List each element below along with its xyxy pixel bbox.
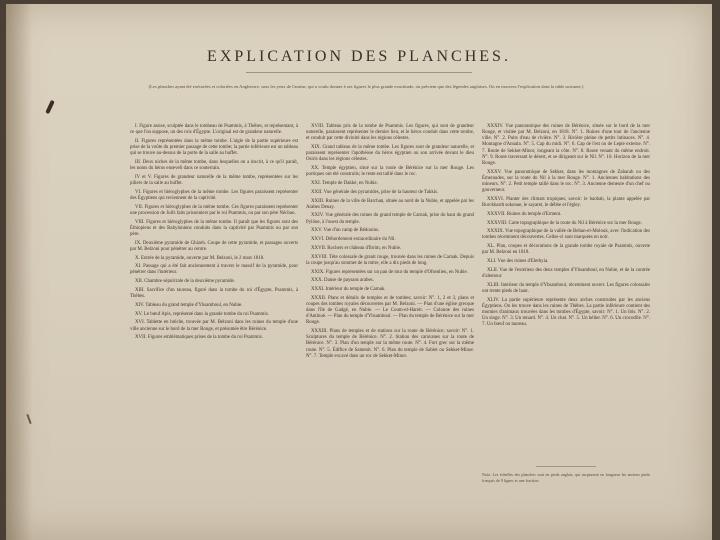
plates-column-3 xyxy=(482,124,650,331)
plate-entry: I. Figure assise, sculptée dans le tombeau de Psammis, à Thèbes, et représentant, à ce que l'on suppose, un des rois d'Égypte. L'original est de grandeur naturelle. xyxy=(130,124,298,136)
plate-entry: XXV. Vue d'un camp de Bédouins. xyxy=(311,228,380,234)
plate-entry: XX. Temple égyptien, situé sur la route de Bérénice sur la mer Rouge. Les portiques ont été construits; le reste est taillé dans le roc. xyxy=(306,166,474,178)
plate-entry: XLIII. Intérieur du temple d'Ybsamboul, récemment ouvert. Les figures colossales ont trente pieds de haut. xyxy=(482,282,650,294)
plate-entry: XLI. Vue des ruines d'Elethyia. xyxy=(487,259,549,265)
plate-entry: XVII. Figures emblématiques prises de la tombe du roi Psammis. xyxy=(135,335,263,341)
plate-entry: XXX. Danse de paysans arabes. xyxy=(311,278,374,284)
plate-entry: VIII. Figures et hiéroglyphes de la même tombe. Il paraît que les figures sont des Éthiopiens et des Babyloniens conduits dans la captivité par Psammis ou par son père. xyxy=(130,219,298,237)
plate-entry: XXVI. Débordement extraordinaire du Nil. xyxy=(311,237,396,243)
plates-column-2 xyxy=(306,124,474,363)
plate-entry: XV. Le bœuf Apis, représenté dans la grande tombe du roi Psammis. xyxy=(135,311,269,317)
footnote-divider xyxy=(536,466,596,467)
plate-entry: XLII. Vue de l'extérieur des deux temples d'Ybsamboul, en Nubie, et de la contrée d'alentour. xyxy=(482,267,650,280)
plate-entry: XXXVII. Ruines du temple d'Erment. xyxy=(487,211,562,217)
plate-entry: XXVII. Rochers et château d'Ibrim, en Nubie. xyxy=(311,245,402,251)
ink-mark xyxy=(45,100,55,114)
plate-entry: II. Figures représentées dans la même tombe. L'aigle de la partie supérieure est prise de la voûte du premier passage de cette tombe; la partie inférieure est un tableau qui se trouve au-dessus de la porte de la salle au buffet. xyxy=(130,138,298,157)
page-title: EXPLICATION DES PLANCHES. xyxy=(207,48,511,65)
plate-entry: XXIV. Vue générale des ruines du grand temple de Carnak, prise du haut du grand Pylône, à l'ouest du temple. xyxy=(306,213,474,225)
plate-entry: XIII. Sacrifice d'un taureau, figuré dans la tombe du roi d'Égypte, Psammis, à Thèbes. xyxy=(130,287,298,300)
plate-entry: XIV. Tableau du grand temple d'Ybsamboul, en Nubie. xyxy=(135,302,243,308)
plate-entry: XVIII. Tableau pris de la tombe de Psammis. Les figures, qui sont de grandeur naturelle, paraissent représenter le dernier lieu, et le héros conduit dans cette tombe, et conduit par cette divinité dans les régions célestes. xyxy=(306,124,474,142)
introductory-note: (Les planches ayant été exécutées et coloriées en Angleterre, sous les yeux de l'auteur, qui a voulu donner à ses figures le plus grande exactitude, on prévient que des légendes anglaises. On en trouvera l'explication dans la table suivante.) xyxy=(148,84,584,89)
plate-entry: XXXIX. Vue topographique de la vallée de Beban-el-Molouk, avec l'indication des tombes récemment découvertes. Celles-ci sont marquées en noir. xyxy=(482,229,650,241)
plate-entry: XXXIV. Vue panoramique des ruines de Bérénice, située sur le bord de la mer Rouge, et visitée par M. Belzoni, en 1818. N°. 1. Ruines d'une tour de l'ancienne ville. N°. 2. Puits d'eau de rivière. N°. 3. Rivière pleine de petits lutinaces. N°. 4. Montagne d'Anuala. N°. 5. Cap du midi. N°. 6. Cap de l'est ou de Lepte externe. N°. 7. Route de Sekket-Minor, longeant la côte. N°. 8. Route venant du même endroit. N°. 9. Route traversant le désert, et se dirigeant sur le Nil. N°. 10. Horizon de la mer Rouge. xyxy=(482,124,650,166)
plate-entry: XXXVIII. Carte topographique de la route du Nil à Bérénice sur la mer Rouge. xyxy=(487,220,642,226)
plate-entry: XXIII. Ruines de la ville de Barchan, située au nord de la Nubie, et appelée par les Arabes Denay. xyxy=(306,198,474,210)
footnote: Nota. Les échelles des planches sont en pieds anglais, qui surpassent en longueur les anciens pieds français de 9 lignes et une fraction. xyxy=(482,472,650,483)
title-divider xyxy=(246,72,472,73)
plate-entry: XVI. Tablette en brèche, trouvée par M. Belzoni dans les ruines du temple d'une ville ancienne sur le bord de la mer Rouge, et présumée être Bérénice. xyxy=(130,320,298,332)
plate-entry: XXXII. Plans et détails de temples et de tombes; savoir: N°. 1, 2 et 3, plans et coupes des tombes royales découvertes par M. Belzoni. — Plan d'une église grecque dans l'île de Gadgé, en Nubie. — Le Coum-el-Hareit. — Colonne des ruines d'Antinoé. — Plan du temple d'Ybsamboul. — Plan du temple de Bérénice sur la mer Rouge. xyxy=(306,295,474,326)
plate-entry: XL. Plan, coupes et décorations de la grande tombe royale de Psammis, ouverte par M. Belzoni en 1818. xyxy=(482,244,650,256)
plate-entry: VI. Figures et hiéroglyphes de la même tombe. Les figures paraissent représenter des Égyptiens qui reviennent de la captivité. xyxy=(130,189,298,201)
plate-entry: XXI. Temple de Dakké, en Nubie. xyxy=(311,181,378,187)
plate-entry: XXXI. Intérieur du temple de Carnak. xyxy=(311,287,386,292)
plate-entry: XXXVI. Planter des climats tropiques; savoir: le baobab, la plante appelée par Burckhardt sokonae, le sayaret, le débbe et l'égley. xyxy=(482,196,650,209)
plate-entry: XXII. Vue générale des pyramides, prise de la hauteur de Takkis. xyxy=(311,189,439,195)
plate-entry: XXXV. Vue panoramique de Sekket, dans les montagnes de Zabarah ou des Émeraudes, sur la route du Nil à la mer Rouge. N°. 1. Anciennes habitations des mineurs. N°. 2. Petit temple taillé dans le roc. N°. 3. Ancienne demeure d'un chef ou gouverneur. xyxy=(482,169,650,194)
plate-entry: XIX. Grand tableau de la même tombe. Les figures sont de grandeur naturelle, et paraissent représenter l'apothéose du héros égyptien ou son arrivée devant le dieu Osiris dans les régions célestes. xyxy=(306,145,474,163)
plate-entry: X. Entrée de la pyramide, ouverte par M. Belzoni, le 2 mars 1818. xyxy=(135,255,265,261)
page-binding-shadow xyxy=(6,4,32,540)
plate-entry: XLIV. La partie supérieure représente deux arches construites par les anciens Égyptiens. On les trouve dans les ruines de Thèbes. La partie inférieure contient des momies d'animaux trouvées dans les tombes d'Égypte, savoir: N°. 1. Un ibis. N°. 2. Un singe. N°. 3. Un renard. N°. 4. Un chat. N°. 5. Un bélier. N°. 6. Un crocodile. N°. 7. Un bœuf ou taureau. xyxy=(482,297,650,328)
plate-entry: XXVIII. Tête colossale de granit rouge, trouvée dans les ruines de Carnak. Depuis la coupe jusqu'au sommet de la mitre, elle a dix pieds de long. xyxy=(306,254,474,266)
plate-entry: VII. Figures et hiéroglyphes de la même tombe. Ces figures paraissent représenter une procession de Juifs faits prisonniers par le roi Psammis, ou par son père Néchao. xyxy=(130,204,298,216)
plate-entry: XI. Passage qui a été fait anciennement à travers le massif de la pyramide, pour pénétrer dans l'intérieur. xyxy=(130,264,298,276)
plates-column-1 xyxy=(130,124,298,344)
book-page xyxy=(6,4,712,540)
plate-entry: XXXIII. Plans de temples et de stations sur la route de Bérénice; savoir: N°. 1. Sculptures du temple de Bérénice. N°. 2. Station des caravanes sur la route de Bérénice. N°. 3. Plan d'un temple sur la même route. N°. 4. Fort grec sur la même route. N°. 5. Édifice de Samenit. N°. 6. Plan du temple de Sabiet ou Sekket-Minor. N°. 7. Temple excavé dans un roc de Sekket-Minor. xyxy=(306,329,474,359)
plate-entry: XII. Chambre sépulcrale de la deuxième pyramide. xyxy=(135,279,235,285)
plate-entry: IX. Deuxième pyramide de Ghizeh. Coupe de cette pyramide, et passages ouverts par M. Belzoni pour pénétrer au centre. xyxy=(130,240,298,252)
plate-entry: XXIX. Figures représentées sur un pan de mur du temple d'Ofsenlieu, en Nubie. xyxy=(311,269,468,275)
plate-entry: III. Deux niches de la même tombe, dans lesquelles on a inscrit, à ce qu'il paraît, les noms du héros enseveli dans ce souterrain. xyxy=(130,159,298,172)
plate-entry: IV et V. Figures de grandeur naturelle de la même tombe, représentées sur les piliers de la salle au buffet. xyxy=(130,174,298,187)
